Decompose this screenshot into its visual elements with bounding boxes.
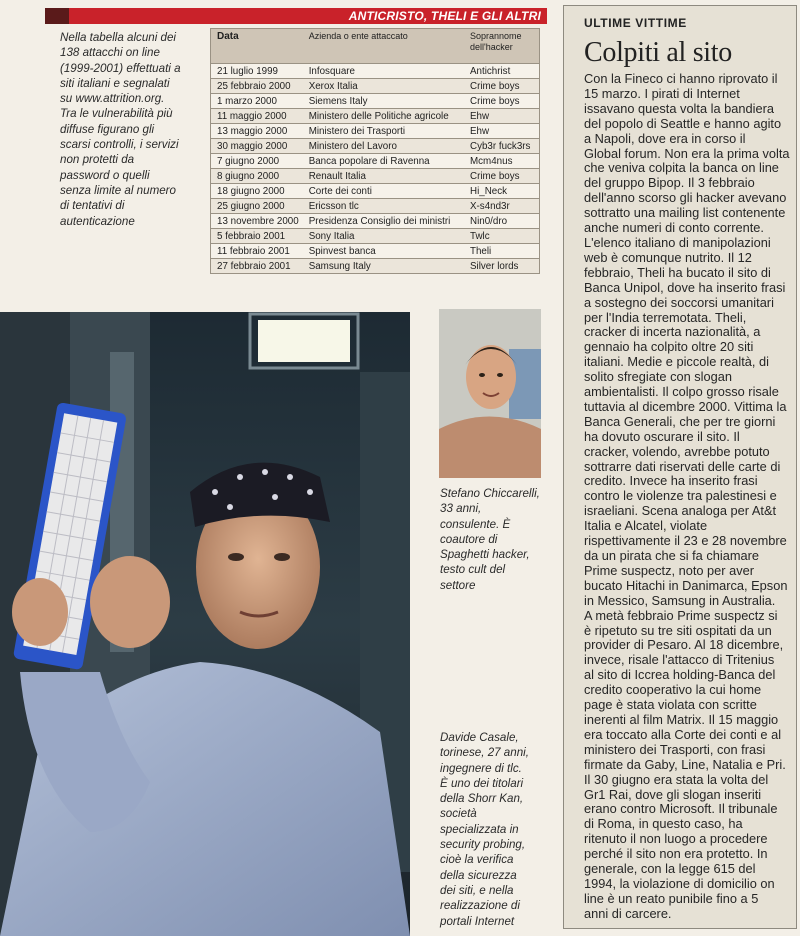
- sidebar-line: sottrarre dati riservati delle carte di: [584, 458, 781, 474]
- portrait-caption: [440, 486, 556, 593]
- intro-line: diffuse figurano gli: [60, 122, 155, 136]
- sidebar-line: A metà febbraio Prime suspectz si: [584, 607, 778, 623]
- cell-date: 21 luglio 1999: [211, 64, 303, 79]
- sidebar-line: Con la Fineco ci hanno riprovato il: [584, 71, 778, 86]
- sidebar-line: ambientalisti. Il colpo grosso risale: [584, 384, 779, 400]
- table-row: [211, 109, 540, 124]
- photo-stefano-chiccarelli: [439, 309, 541, 478]
- cell-hacker: Mcm4nus: [464, 154, 540, 169]
- sidebar-line: Global forum. Non era la prima volta: [584, 145, 790, 161]
- sidebar-line: in Messico, Samsung in Australia.: [584, 592, 776, 608]
- sidebar-line: cracker, volendo, avrebbe potuto: [584, 443, 770, 459]
- caption-line: cioè la verifica: [440, 853, 514, 867]
- caption-line: dei siti, e nella: [440, 883, 514, 897]
- sidebar-line: da un pirata che si fa chiamare: [584, 548, 759, 563]
- sidebar-line: cracker di incerta nazionalità, a: [584, 324, 761, 340]
- caption-line: ingegnere di tlc.: [440, 761, 522, 775]
- intro-line: su www.attrition.org.: [60, 92, 165, 106]
- sidebar-line: bucato Hitachi in Danimarca, Epson: [584, 577, 788, 593]
- cell-date: 13 novembre 2000: [211, 214, 303, 229]
- sidebar-line: credito. Invece ha inserito frasi: [584, 473, 758, 489]
- caption-line: coautore di: [440, 532, 498, 546]
- cell-date: 11 febbraio 2001: [211, 244, 303, 259]
- table-row: [211, 169, 540, 184]
- sidebar-line: tuttavia al dicembre 2000. Vittima la: [584, 398, 787, 414]
- intro-line: (1999-2001) effettuati a: [60, 61, 181, 75]
- caption-line: security probing,: [440, 838, 526, 852]
- cell-date: 27 febbraio 2001: [211, 259, 303, 274]
- sidebar-line: ha dovuto oscurare il sito. Il: [584, 428, 740, 444]
- sidebar-line: israeliani. Scena analoga per At&t: [584, 503, 777, 519]
- cell-date: 1 marzo 2000: [211, 94, 303, 109]
- sidebar-headline: Colpiti al sito: [584, 37, 732, 68]
- caption-line: società: [440, 807, 477, 821]
- cell-date: 30 maggio 2000: [211, 139, 303, 154]
- cell-company: Sony Italia: [303, 229, 464, 244]
- caption-line: Spaghetti hacker,: [440, 548, 530, 562]
- sidebar-box: [563, 5, 797, 929]
- cell-date: 13 maggio 2000: [211, 124, 303, 139]
- sidebar-line: del gruppo Bipop. Il 3 febbraio: [584, 175, 755, 191]
- cell-company: Corte dei conti: [303, 184, 464, 199]
- cell-company: Presidenza Consiglio dei ministri: [303, 214, 464, 229]
- table-row: [211, 214, 540, 229]
- cell-hacker: Crime boys: [464, 94, 540, 109]
- caption-line: della sicurezza: [440, 868, 517, 882]
- sidebar-line: invece, risale l'attacco di Tritenius: [584, 652, 775, 668]
- sidebar-line: provider di Pesaro. Al 18 dicembre,: [584, 637, 784, 653]
- table-row: [211, 139, 540, 154]
- attacks-table-wrapper: [210, 28, 540, 274]
- intro-line: senza limite al numero: [60, 183, 176, 197]
- sidebar-line: al sito di Iccrea holding-Banca del: [584, 667, 776, 683]
- sidebar-line: page è stata violata con scritte: [584, 697, 757, 713]
- cell-company: Infosquare: [303, 64, 464, 79]
- sidebar-line: issavano questa volta la bandiera: [584, 100, 774, 116]
- sidebar-line: del popolo di Seattle e hanno agito: [584, 115, 782, 131]
- sidebar-line: Banca Generali, che per tre giorni: [584, 413, 776, 429]
- header-date: Data: [211, 29, 303, 64]
- cell-hacker: Cyb3r fuck3rs: [464, 139, 540, 154]
- intro-line: di tentativi di: [60, 199, 125, 213]
- cell-date: 18 giugno 2000: [211, 184, 303, 199]
- sidebar-kicker: ULTIME VITTIME: [584, 16, 687, 30]
- sidebar-line: contro le violenze tra palestinesi e: [584, 488, 777, 504]
- cell-company: Ericsson tlc: [303, 199, 464, 214]
- cell-hacker: X-s4nd3r: [464, 199, 540, 214]
- caption-line: È uno dei titolari: [440, 776, 524, 790]
- cell-company: Siemens Italy: [303, 94, 464, 109]
- caption-line: testo cult del: [440, 563, 506, 577]
- sidebar-line: generale, con la legge 615 del: [584, 861, 756, 877]
- sidebar-line: che veniva colpita la banca on line: [584, 160, 779, 176]
- table-row: [211, 64, 540, 79]
- sidebar-line: 1994, la violazione di domicilio on: [584, 875, 775, 891]
- intro-line: non protetti da: [60, 153, 135, 167]
- cell-date: 25 giugno 2000: [211, 199, 303, 214]
- sidebar-line: Italia e Alcatel, violate: [584, 518, 708, 534]
- sidebar-line: a sostegno dei soccorsi umanitari: [584, 294, 774, 310]
- table-row: [211, 259, 540, 274]
- caption-line: settore: [440, 578, 476, 592]
- table-row: [211, 244, 540, 259]
- header-hacker: Soprannome dell'hacker: [464, 29, 540, 64]
- cell-hacker: Ehw: [464, 124, 540, 139]
- sidebar-line: firmate da Gaby, Line, Natalia e Pri.: [584, 756, 786, 772]
- sidebar-line: rispettivamente il 23 e 28 novembre: [584, 533, 787, 549]
- cell-hacker: Antichrist: [464, 64, 540, 79]
- cell-hacker: Crime boys: [464, 169, 540, 184]
- sidebar-line: line è un reato punibile fino a 5: [584, 890, 759, 906]
- sidebar-line: inerenti al film Matrix. Il 15 maggio: [584, 711, 779, 727]
- sidebar-line: Gr1 Rai, dove gli slogan inseriti: [584, 786, 762, 802]
- attacks-table: [210, 28, 540, 274]
- sidebar-line: anni di carcere.: [584, 905, 672, 921]
- sidebar-line: Prime suspectz, noto per aver: [584, 562, 754, 578]
- intro-text: [60, 30, 200, 229]
- sidebar-line: L'elenco italiano di manipolazioni: [584, 234, 771, 250]
- caption-line: Stefano Chiccarelli,: [440, 487, 540, 500]
- sidebar-line: Il 30 giugno era stata la volta del: [584, 771, 769, 787]
- sidebar-line: per l'India terremotata. Theli,: [584, 309, 747, 325]
- intro-line: Nella tabella alcuni dei: [60, 31, 177, 44]
- sidebar-line: perché il sito non era protetto. In: [584, 846, 768, 862]
- sidebar-line: sottratto una mailing list contenente: [584, 205, 786, 221]
- main-photo: [0, 312, 410, 936]
- intro-line: siti italiani e segnalati: [60, 76, 170, 90]
- cell-company: Banca popolare di Ravenna: [303, 154, 464, 169]
- intro-line: Tra le vulnerabilità più: [60, 107, 173, 121]
- sidebar-body: [584, 72, 796, 922]
- sidebar-line: Banca Unipol, dove ha inserito frasi: [584, 279, 786, 295]
- sidebar-line: 15 marzo. I pirati di Internet: [584, 85, 740, 101]
- sidebar-line: credito cooperativo la cui home: [584, 682, 762, 698]
- sidebar-line: era toccato alla Corte dei conti e al: [584, 726, 782, 742]
- table-row: [211, 199, 540, 214]
- caption-line: portali Internet: [440, 914, 515, 928]
- table-header-row: [211, 29, 540, 64]
- sidebar-line: solito sfregiate con slogan: [584, 369, 732, 385]
- banner-tab: [45, 8, 69, 24]
- caption-line: della Shorr Kan,: [440, 792, 524, 806]
- caption-line: consulente. È: [440, 517, 511, 531]
- intro-line: password o quelli: [60, 168, 150, 182]
- caption-line: Davide Casale,: [440, 731, 519, 744]
- photo-davide-casale: [0, 312, 410, 936]
- sidebar-line: ministero dei Trasporti, con frasi: [584, 741, 766, 757]
- cell-date: 25 febbraio 2000: [211, 79, 303, 94]
- caption-line: realizzazione di: [440, 899, 520, 913]
- cell-date: 8 giugno 2000: [211, 169, 303, 184]
- sidebar-line: è ripetuto su tre siti ospitati da un: [584, 622, 772, 638]
- sidebar-line: anche numeri di conto corrente.: [584, 220, 764, 236]
- cell-hacker: Ehw: [464, 109, 540, 124]
- section-banner: [45, 8, 547, 24]
- cell-hacker: Theli: [464, 244, 540, 259]
- cell-company: Samsung Italy: [303, 259, 464, 274]
- table-row: [211, 154, 540, 169]
- sidebar-line: a Napoli, dove era in corso il: [584, 130, 746, 146]
- caption-line: torinese, 27 anni,: [440, 746, 529, 760]
- cell-company: Ministero dei Trasporti: [303, 124, 464, 139]
- cell-hacker: Hi_Neck: [464, 184, 540, 199]
- cell-company: Xerox Italia: [303, 79, 464, 94]
- header-company: Azienda o ente attaccato: [303, 29, 464, 64]
- table-row: [211, 184, 540, 199]
- portrait-photo: [439, 309, 541, 478]
- table-row: [211, 94, 540, 109]
- cell-company: Ministero del Lavoro: [303, 139, 464, 154]
- sidebar-line: gennaio ha colpito oltre 20 siti: [584, 339, 754, 355]
- cell-hacker: Nin0/dro: [464, 214, 540, 229]
- photo-caption: [440, 730, 556, 929]
- sidebar-line: febbraio, Theli ha bucato il sito di: [584, 264, 771, 280]
- cell-company: Spinvest banca: [303, 244, 464, 259]
- sidebar-line: di Roma, in questo caso, ha: [584, 816, 743, 832]
- caption-line: 33 anni,: [440, 502, 482, 516]
- table-row: [211, 229, 540, 244]
- table-row: [211, 79, 540, 94]
- cell-hacker: Twlc: [464, 229, 540, 244]
- sidebar-line: erano contro Microsoft. Il tribunale: [584, 801, 778, 817]
- cell-date: 5 febbraio 2001: [211, 229, 303, 244]
- intro-line: scarsi controlli, i servizi: [60, 138, 179, 152]
- sidebar-line: ritenuto il non luogo a procedere: [584, 831, 768, 847]
- cell-hacker: Crime boys: [464, 79, 540, 94]
- cell-date: 11 maggio 2000: [211, 109, 303, 124]
- sidebar-line: dell'anno scorso gli hacker avevano: [584, 190, 787, 206]
- sidebar-line: web è comunque nutrito. Il 12: [584, 249, 752, 265]
- caption-line: specializzata in: [440, 822, 519, 836]
- banner-title: ANTICRISTO, THELI E GLI ALTRI: [348, 9, 541, 23]
- intro-line: autenticazione: [60, 214, 135, 228]
- table-row: [211, 124, 540, 139]
- cell-company: Renault Italia: [303, 169, 464, 184]
- cell-company: Ministero delle Politiche agricole: [303, 109, 464, 124]
- cell-hacker: Silver lords: [464, 259, 540, 274]
- cell-date: 7 giugno 2000: [211, 154, 303, 169]
- sidebar-line: italiani. Medie e piccole realtà, di: [584, 354, 769, 370]
- intro-line: 138 attacchi on line: [60, 46, 160, 60]
- table-body: [211, 64, 540, 274]
